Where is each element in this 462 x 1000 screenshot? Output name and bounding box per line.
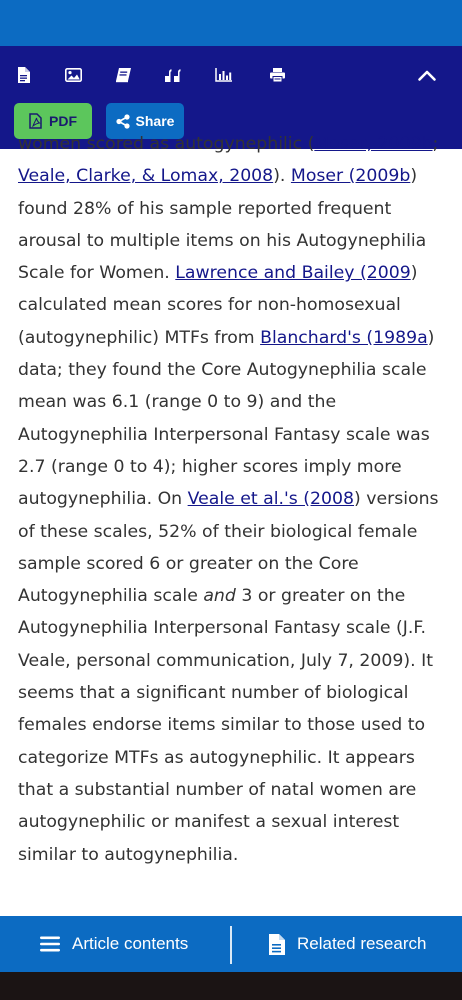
hamburger-menu-icon [40,936,60,952]
text-segment: ) calculated mean scores for non-homosexual (autogynephilic) MTFs from [18,263,418,348]
citation-icon[interactable] [158,62,188,88]
citation-link-moser-2009b[interactable]: Moser, 2009b [314,134,433,154]
related-research-button[interactable] [268,916,426,972]
text-segment: 3 or greater on the Autogynephilia Interpersonal Fantasy scale (J.F. Veale, personal communication, July 7, 2009). It seems that a significant number of biological females endorse items similar to those used to categorize MTFs as autogynephilic. It appears that a substantial number of natal women are autogynephilic or manifest a sexual interest similar to autogynephilia. [18,586,434,865]
print-icon[interactable] [262,62,292,88]
text-segment: women scored as autogynephilic ( [18,134,315,154]
pdf-file-icon [29,113,42,129]
status-bar [0,0,462,46]
text-segment: ) data; they found the Core Autogynephilia scale mean was 6.1 (range 0 to 9) and the Autogynephilia Interpersonal Fantasy scale was 2.7 (range 0 to 4); higher scores imply more autogynephilia. On [18,327,435,510]
text-segment: ). [273,166,291,187]
citation-link-blanchard-1989a[interactable]: Blanchard's (1989a [260,327,428,348]
article-paragraph [18,128,448,871]
document-icon [268,934,285,955]
text-segment: ; [432,134,439,154]
bottom-navigation-bar [0,916,462,972]
article-contents-label: Article contents [72,934,189,953]
article-body [0,134,462,916]
citation-link-lawrence-bailey-2009[interactable]: Lawrence and Bailey (2009 [175,263,411,284]
system-navigation-strip [0,972,462,1000]
pdf-button-label: PDF [49,113,77,129]
citation-link-veale-clarke-lomax-2008[interactable]: Veale, Clarke, & Lomax, 2008 [18,166,274,187]
collapse-icon[interactable] [412,62,442,88]
references-icon[interactable] [108,62,138,88]
text-segment: ) versions of these scales, 52% of their biological female sample scored 6 or greater on the Core Autogynephilia scale [18,489,439,607]
citation-link-veale-et-al-2008[interactable]: Veale et al.'s (2008 [187,489,355,510]
related-research-label: Related research [297,934,427,953]
share-icon [116,114,130,129]
article-contents-button[interactable] [40,916,188,972]
document-icon[interactable] [8,62,38,88]
bottom-bar-divider [230,926,232,964]
citation-link-moser-2009b-second[interactable]: Moser (2009b [290,166,411,187]
metrics-icon[interactable] [208,62,238,88]
text-segment: ) found 28% of his sample reported frequent arousal to multiple items on his Autogynephilia Scale for Women. [18,166,427,284]
image-icon[interactable] [58,62,88,88]
emphasis-text: and [203,586,236,607]
share-button-label: Share [135,113,175,129]
